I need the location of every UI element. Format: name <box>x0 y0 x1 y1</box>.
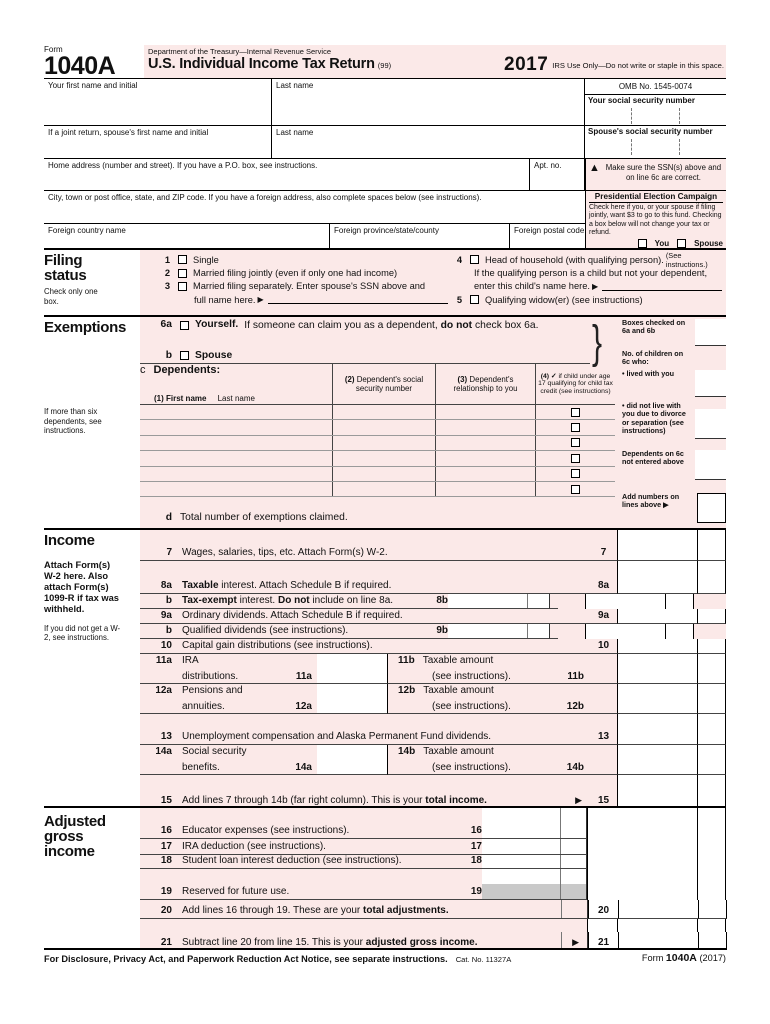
dependent-ssn-field[interactable] <box>332 436 435 450</box>
line12a-label: Pensions and <box>182 685 243 696</box>
footer <box>44 948 726 964</box>
agi-section <box>44 806 726 948</box>
line20-cents-field[interactable] <box>699 900 727 919</box>
form-number: 1040A <box>44 52 116 80</box>
filing-status-heading: Filing status <box>44 252 87 284</box>
dependent-name-field[interactable] <box>140 482 332 496</box>
dependent-name-field[interactable] <box>140 451 332 465</box>
line19-label: Reserved for future use. <box>182 886 290 897</box>
form-word: Form <box>44 45 63 54</box>
line18-amount-field[interactable] <box>482 855 587 869</box>
col-child-tax-credit: (4) ✓ if child under age 17 qualifying for child tax credit (see instructions) <box>535 364 615 404</box>
filing-mfj-label: Married filing jointly (even if only one had income) <box>193 268 398 279</box>
filing-hoh-label: Head of household (with qualifying person). <box>485 254 664 265</box>
filing-mfs-checkbox[interactable] <box>178 282 187 291</box>
total-exemptions-count-field[interactable] <box>697 493 726 523</box>
line18-label: Student loan interest deduction (see instructions). <box>182 855 402 866</box>
dependent-name-field[interactable] <box>140 467 332 481</box>
line14b-amount-field[interactable] <box>617 745 698 775</box>
ssn-warning: ▲ Make sure the SSN(s) above and on line 6c are correct. <box>585 159 726 190</box>
apt-no-field[interactable]: Apt. no. <box>530 159 585 190</box>
filing-status-note: Check only one box. <box>44 287 98 306</box>
page-title: U.S. Individual Income Tax Return <box>148 56 375 72</box>
dependent-relationship-field[interactable] <box>435 420 535 434</box>
dependent-ssn-field[interactable] <box>332 467 435 481</box>
presidential-election-campaign <box>585 191 726 249</box>
arrow-icon: ▶ <box>575 795 582 805</box>
your-ssn-field[interactable] <box>585 108 726 124</box>
pec-body: Check here if you, or your spouse if filing jointly, want $3 to go to this fund. Checking a box below will not change your tax or refund. <box>589 204 722 237</box>
exemptions-side-note: If more than six dependents, see instructions. <box>44 407 102 435</box>
arrow-icon: ▶ <box>257 295 264 305</box>
spouse-label: Spouse <box>195 349 233 361</box>
line-9b: b Qualified dividends (see instructions). 9b <box>140 624 726 639</box>
check-icon: ✓ <box>550 372 557 380</box>
spouse-ssn-label: Spouse's social security number <box>588 127 713 136</box>
line16-label: Educator expenses (see instructions). <box>182 825 350 836</box>
no-w2-note: If you did not get a W-2, see instructions. <box>44 624 121 643</box>
line-17: 17 IRA deduction (see instructions). 17 <box>140 839 726 855</box>
last-name-field[interactable]: Last name <box>272 79 585 125</box>
line14a-label: Social security <box>182 746 247 757</box>
agi-heading: Adjusted gross income <box>44 813 106 860</box>
lived-with-you-label: • lived with you <box>622 369 675 378</box>
city-state-zip-field[interactable]: City, town or post office, state, and ZIP code. If you have a foreign address, also complete spaces below (see instructions). <box>48 193 482 202</box>
arrow-icon: ▶ <box>591 281 599 291</box>
dependents-not-entered-label: Dependents on 6c not entered above <box>622 449 684 467</box>
identity-block <box>44 78 726 248</box>
spouse-first-name-field[interactable]: If a joint return, spouse's first name and initial <box>44 126 272 158</box>
dependent-relationship-field[interactable] <box>435 467 535 481</box>
omb-number: OMB No. 1545-0074 <box>585 79 726 95</box>
exemption-yourself-checkbox[interactable] <box>180 321 189 330</box>
filing-hoh-checkbox[interactable] <box>470 255 479 264</box>
dependent-ssn-field[interactable] <box>332 482 435 496</box>
line-7: 7 Wages, salaries, tips, etc. Attach Form(s) W-2. 7 <box>140 542 726 561</box>
line8a-label: Taxable interest. Attach Schedule B if required. <box>182 580 392 591</box>
line14b-label: Taxable amount <box>423 746 494 757</box>
tax-year: 2017 <box>504 54 549 75</box>
line17-label: IRA deduction (see instructions). <box>182 841 326 852</box>
line12b-cents-field[interactable] <box>698 684 726 714</box>
attach-w2-note: Attach Form(s) W-2 here. Also attach Form(s) 1099-R if tax was withheld. <box>44 560 119 614</box>
catalog-number: Cat. No. 11327A <box>455 955 512 964</box>
line-11: 11a IRA distributions. 11a 11b Taxable amount (see instructions). 11b <box>140 654 726 684</box>
child-name-write-line[interactable] <box>602 282 722 291</box>
line15-label: Add lines 7 through 14b (far right column). This is your total income. <box>182 795 487 806</box>
line-8a: 8a Taxable interest. Attach Schedule B if required. 8a <box>140 578 726 594</box>
line9a-label: Ordinary dividends. Attach Schedule B if required. <box>182 610 403 621</box>
filing-qw-label: Qualifying widow(er) (see instructions) <box>485 294 643 305</box>
line13-amount-field[interactable] <box>617 729 698 745</box>
line-15: 15 Add lines 7 through 14b (far right column). This is your total income. ▶ 15 <box>140 791 726 808</box>
pec-spouse-label: Spouse <box>694 238 723 248</box>
dependent-row <box>140 436 615 451</box>
add-numbers-label: Add numbers on lines above ▶ <box>622 492 680 510</box>
line11b-cents-field[interactable] <box>698 654 726 684</box>
line13-cents-field[interactable] <box>698 729 726 745</box>
line8a-amount-field[interactable] <box>617 578 698 594</box>
col-dependent-ssn: (2) Dependent's social security number <box>332 364 435 404</box>
dependent-relationship-field[interactable] <box>435 436 535 450</box>
line19-reserved-box <box>482 884 587 900</box>
line11b-amount-field[interactable] <box>617 654 698 684</box>
dependents-header: c Dependents: (1) First name Last name (2) Dependent's social security number (3) Dependent's relationship to you (4) ✓ if child under age 17 qualifying for child tax credit (see instructions) <box>140 364 615 405</box>
boxes-checked-count-field[interactable] <box>695 319 726 346</box>
line-20: 20 Add lines 16 through 19. These are your total adjustments. 20 <box>140 900 726 919</box>
form-1040a <box>44 45 726 964</box>
line9a-amount-field[interactable] <box>617 609 698 624</box>
spouse-name-write-line[interactable] <box>268 295 448 304</box>
line16-amount-field[interactable] <box>482 824 587 839</box>
line-18: 18 Student loan interest deduction (see instructions). 18 <box>140 855 726 869</box>
disclosure-note: For Disclosure, Privacy Act, and Paperwork Reduction Act Notice, see separate instructions. <box>44 954 448 964</box>
dependent-relationship-field[interactable] <box>435 405 535 419</box>
dependent-relationship-field[interactable] <box>435 451 535 465</box>
line14a-amount-field[interactable] <box>317 745 387 775</box>
child-tax-credit-checkbox[interactable] <box>571 408 580 417</box>
lived-with-you-count-field[interactable] <box>695 370 726 397</box>
line10-label: Capital gain distributions (see instructions). <box>182 640 373 651</box>
child-tax-credit-checkbox[interactable] <box>571 423 580 432</box>
your-ssn-label: Your social security number <box>588 96 695 105</box>
line12b-amount-field[interactable] <box>617 684 698 714</box>
boxes-checked-label: Boxes checked on 6a and 6b <box>622 318 686 336</box>
line10-amount-field[interactable] <box>617 639 698 654</box>
header-band <box>144 45 726 78</box>
line20-amount-field[interactable] <box>618 900 699 919</box>
exemptions-heading: Exemptions <box>44 319 127 336</box>
pec-title: Presidential Election Campaign <box>589 192 723 203</box>
line11a-amount-field[interactable] <box>317 654 387 684</box>
line-12: 12a Pensions and annuities. 12a 12b Taxable amount (see instructions). 12b <box>140 684 726 714</box>
filing-single-checkbox[interactable] <box>178 255 187 264</box>
child-tax-credit-checkbox[interactable] <box>571 485 580 494</box>
line-10: 10 Capital gain distributions (see instructions). 10 <box>140 639 726 654</box>
line-8b: b Tax-exempt interest. Do not include on line 8a. 8b <box>140 594 726 609</box>
line14b-cents-field[interactable] <box>698 745 726 775</box>
col-dependent-relationship: (3) Dependent's relationship to you <box>435 364 535 404</box>
child-tax-credit-checkbox[interactable] <box>571 454 580 463</box>
line8a-cents-field[interactable] <box>698 578 726 594</box>
dependent-name-field[interactable] <box>140 405 332 419</box>
line13-label: Unemployment compensation and Alaska Permanent Fund dividends. <box>182 731 492 742</box>
exemptions-section: Exemptions If more than six dependents, see instructions. 6a Yourself. If someone can claim you as a dependent, do not check box 6a. b Spouse c Dependents: (1) First name Last name (2) Dependent's social security number (3) Dependent's relationship to you (4) ✓ if child under age 17 qualifying for child tax credit (see instructions) d Total number of exemptions claimed. } Boxes checked on 6a and 6b No. of children on 6c who: • lived with you • did not live with you due to divorce or separation (see instructions) Dependents on 6c not entered above Add numbers on lines above ▶ <box>44 315 726 528</box>
foreign-postal-field[interactable]: Foreign postal code <box>514 226 585 235</box>
line-16: 16 Educator expenses (see instructions). 16 <box>140 824 726 839</box>
title-suffix: (99) <box>377 61 392 70</box>
income-section <box>44 528 726 806</box>
footer-form-id: Form 1040A (2017) <box>641 952 726 964</box>
line-13: 13 Unemployment compensation and Alaska Permanent Fund dividends. 13 <box>140 729 726 745</box>
line20-label: Add lines 16 through 19. These are your total adjustments. <box>182 905 449 916</box>
pec-you-label: You <box>654 238 670 248</box>
child-tax-credit-checkbox[interactable] <box>571 469 580 478</box>
line8b-label: Tax-exempt interest. Do not include on line 8a. <box>182 595 394 606</box>
department-line: Department of the Treasury—Internal Revenue Service <box>148 47 332 56</box>
line-9a: 9a Ordinary dividends. Attach Schedule B if required. 9a <box>140 609 726 624</box>
warning-triangle-icon: ▲ <box>589 162 600 174</box>
line9b-amount-field[interactable] <box>448 624 550 639</box>
line7-label: Wages, salaries, tips, etc. Attach Form(s) W-2. <box>182 547 388 558</box>
foreign-province-field[interactable]: Foreign province/state/county <box>330 224 510 249</box>
line-19: 19 Reserved for future use. 19 <box>140 884 726 900</box>
brace-glyph: } <box>592 317 603 369</box>
filing-qw-checkbox[interactable] <box>470 295 479 304</box>
dependent-name-field[interactable] <box>140 420 332 434</box>
dependent-relationship-field[interactable] <box>435 482 535 496</box>
pec-spouse-checkbox[interactable] <box>677 239 686 248</box>
line12b-label: Taxable amount <box>423 685 494 696</box>
line17-amount-field[interactable] <box>482 839 587 855</box>
dependents-label: Dependents: <box>153 364 221 376</box>
filing-mfj-checkbox[interactable] <box>178 269 187 278</box>
dependent-row <box>140 467 615 482</box>
foreign-country-field[interactable]: Foreign country name <box>44 224 330 249</box>
income-heading: Income <box>44 532 95 549</box>
did-not-live-label: • did not live with you due to divorce or separation (see instructions) <box>622 401 686 435</box>
children-6c-label: No. of children on 6c who: <box>622 349 684 367</box>
total-exemptions-label: Total number of exemptions claimed. <box>180 512 348 524</box>
irs-use-only: IRS Use Only—Do not write or staple in this space. <box>552 61 724 70</box>
dependent-row <box>140 405 615 420</box>
exemptions-sidebar <box>622 317 726 528</box>
dependent-row <box>140 482 615 497</box>
yourself-text: If someone can claim you as a dependent, do not check box 6a. <box>244 320 539 331</box>
line11a-label: IRA <box>182 655 199 666</box>
line8b-amount-field[interactable] <box>448 594 550 609</box>
dependent-ssn-field[interactable] <box>332 405 435 419</box>
did-not-live-count-field[interactable] <box>695 409 726 439</box>
filing-single-label: Single <box>193 254 219 265</box>
line9b-label: Qualified dividends (see instructions). <box>182 625 349 636</box>
home-address-field[interactable]: Home address (number and street). If you have a P.O. box, see instructions. <box>44 159 530 190</box>
line12a-amount-field[interactable] <box>317 684 387 714</box>
filing-status-section: Filing status Check only one box. 1 Single 2 Married filing jointly (even if only one had income) 3 Married filing separately. Enter spouse's SSN above and full name here. ▶ 4 Head of household (with qualifying person). (See instructions.) If the qualifying person is a child but not your dependent, enter this child's name here. ▶ 5 Qualifying widow(er) (see instructions) <box>44 248 726 315</box>
dependent-row <box>140 420 615 435</box>
line11b-label: Taxable amount <box>422 655 494 666</box>
header <box>44 45 726 78</box>
dependent-row <box>140 451 615 466</box>
line-14: 14a Social security benefits. 14a 14b Taxable amount (see instructions). 14b <box>140 745 726 775</box>
line7-amount-field[interactable] <box>617 542 698 561</box>
line-21: 21 Subtract line 20 from line 15. This is your adjusted gross income. ▶ 21 <box>140 932 726 950</box>
spouse-ssn-field[interactable] <box>585 139 726 155</box>
arrow-icon: ▶ <box>572 937 579 947</box>
first-name-field[interactable]: Your first name and initial <box>44 79 272 125</box>
line10-cents-field[interactable] <box>698 639 726 654</box>
dependent-name-field[interactable] <box>140 436 332 450</box>
dependent-ssn-field[interactable] <box>332 420 435 434</box>
line7-cents-field[interactable] <box>698 542 726 561</box>
dependent-ssn-field[interactable] <box>332 451 435 465</box>
pec-you-checkbox[interactable] <box>638 239 647 248</box>
filing-mfs-label: Married filing separately. Enter spouse's SSN above and <box>193 281 426 292</box>
dependents-not-entered-count-field[interactable] <box>695 450 726 480</box>
spouse-last-name-field[interactable]: Last name <box>272 126 585 158</box>
line9a-cents-field[interactable] <box>698 609 726 624</box>
exemption-spouse-checkbox[interactable] <box>180 351 189 360</box>
yourself-label: Yourself. <box>195 319 239 330</box>
child-tax-credit-checkbox[interactable] <box>571 438 580 447</box>
line21-label: Subtract line 20 from line 15. This is your adjusted gross income. <box>182 937 478 948</box>
